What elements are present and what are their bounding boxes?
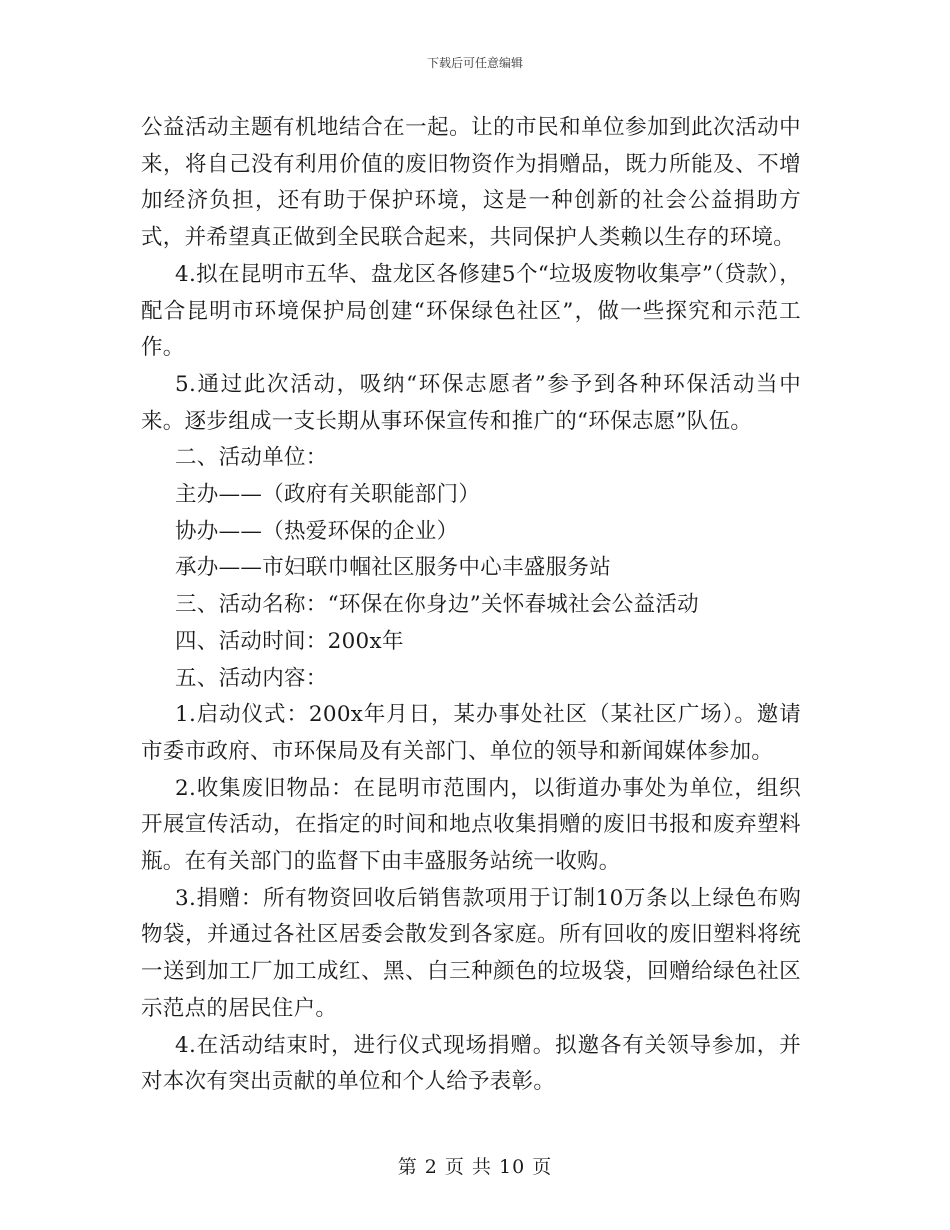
paragraph-item-5: 5.通过此次活动，吸纳“环保志愿者”参予到各种环保活动当中来。逐步组成一支长期从事环保宣传和推广的“环保志愿”队伍。 xyxy=(141,371,801,434)
content-item-4: 4.在活动结束时，进行仪式现场捐赠。拟邀各有关领导参加，并对本次有突出贡献的单位和个人给予表彰。 xyxy=(141,1032,801,1095)
co-organizer-line: 协办——（热爱环保的企业） xyxy=(175,518,459,544)
paragraph-continuation: 公益活动主题有机地结合在一起。让的市民和单位参加到此次活动中来，将自己没有利用价值的废旧物资作为捐赠品，既力所能及、不增加经济负担，还有助于保护环境，这是一种创新的社会公益捐助方式，并希望真正做到全民联合起来，共同保护人类赖以生存的环境。 xyxy=(141,115,801,251)
undertaker-line: 承办——市妇联巾帼社区服务中心丰盛服务站 xyxy=(175,555,612,581)
page-footer: 第 2 页 共 10 页 xyxy=(397,1156,553,1178)
page-header: 下载后可任意编辑 xyxy=(426,56,523,70)
paragraph-item-4: 4.拟在昆明市五华、盘龙区各修建5个“垃圾废物收集亭”（贷款），配合昆明市环境保护局创建“环保绿色社区”，做一些探究和示范工作。 xyxy=(141,261,801,361)
section-heading-content: 五、活动内容： xyxy=(175,665,328,691)
content-item-3: 3.捐赠：所有物资回收后销售款项用于订制10万条以上绿色布购物袋，并通过各社区居委会散发到各家庭。所有回收的废旧塑料将统一送到加工厂加工成红、黑、白三种颜色的垃圾袋，回赠给绿色社区示范点的居民住户。 xyxy=(141,885,801,1021)
organizer-line: 主办——（政府有关职能部门） xyxy=(175,482,481,508)
section-heading-time: 四、活动时间：200x年 xyxy=(175,628,404,654)
document-body xyxy=(141,110,801,1101)
content-item-2: 2.收集废旧物品：在昆明市范围内，以街道办事处为单位，组织开展宣传活动，在指定的时间和地点收集捐赠的废旧书报和废弃塑料瓶。在有关部门的监督下由丰盛服务站统一收购。 xyxy=(141,775,801,875)
section-heading-units: 二、活动单位： xyxy=(175,445,328,471)
content-item-1: 1.启动仪式：200x年月日，某办事处社区（某社区广场）。邀请市委市政府、市环保局及有关部门、单位的领导和新闻媒体参加。 xyxy=(141,702,801,764)
section-heading-name: 三、活动名称：“环保在你身边”关怀春城社会公益活动 xyxy=(175,592,699,618)
